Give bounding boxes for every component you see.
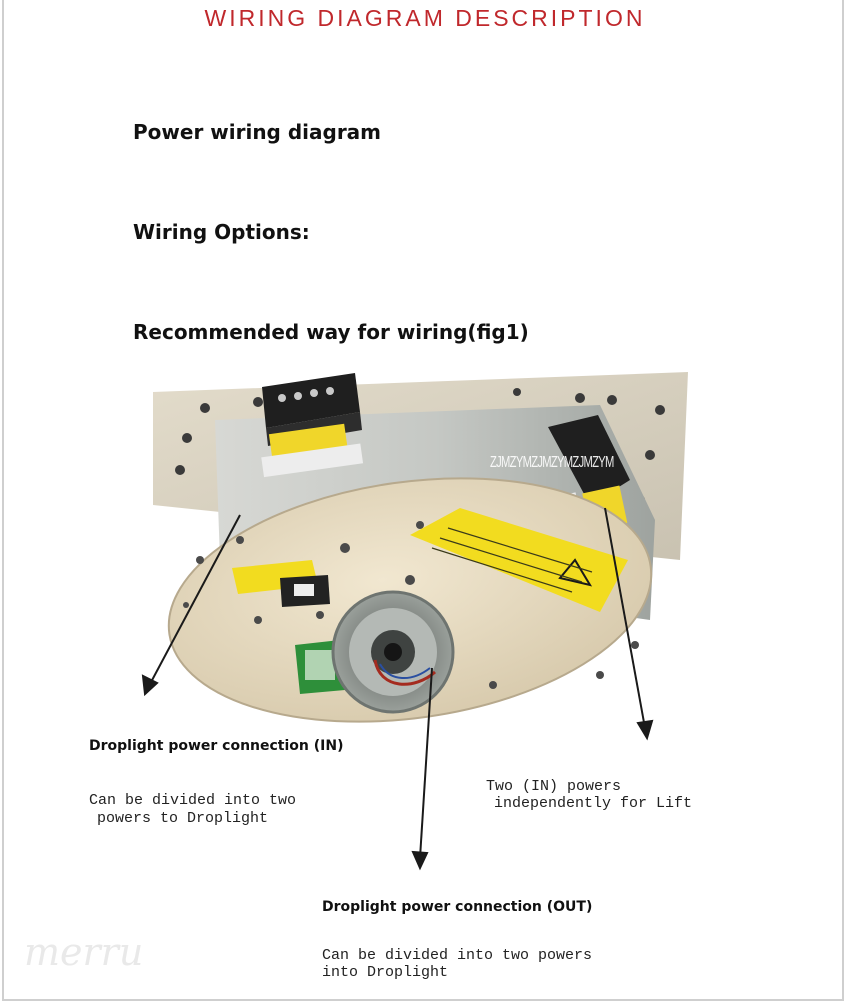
heading-recommended-wiring: Recommended way for wiring(fig1) <box>133 320 529 344</box>
terminal-block-left <box>261 373 363 477</box>
droplight-in-desc-line1: Can be divided into two <box>89 792 297 809</box>
droplight-in-title: Droplight power connection (IN) <box>89 738 344 754</box>
droplight-in-desc-line2: powers to Droplight <box>97 810 269 827</box>
heading-wiring-options: Wiring Options: <box>133 220 310 244</box>
lift-desc-line2: independently for Lift <box>494 795 693 812</box>
page-title: WIRING DIAGRAM DESCRIPTION <box>204 5 646 31</box>
droplight-out-title: Droplight power connection (OUT) <box>322 899 593 915</box>
photo-watermark: ZJMZYMZJMZYMZJMZYM <box>490 454 614 471</box>
brand-logo: merru <box>24 930 144 974</box>
lift-desc-line1: Two (IN) powers <box>486 778 622 795</box>
droplight-out-desc-line1: Can be divided into two powers <box>322 947 593 964</box>
heading-power-wiring: Power wiring diagram <box>133 120 382 144</box>
output-gear <box>333 592 453 712</box>
droplight-out-desc-line2: into Droplight <box>322 964 449 981</box>
